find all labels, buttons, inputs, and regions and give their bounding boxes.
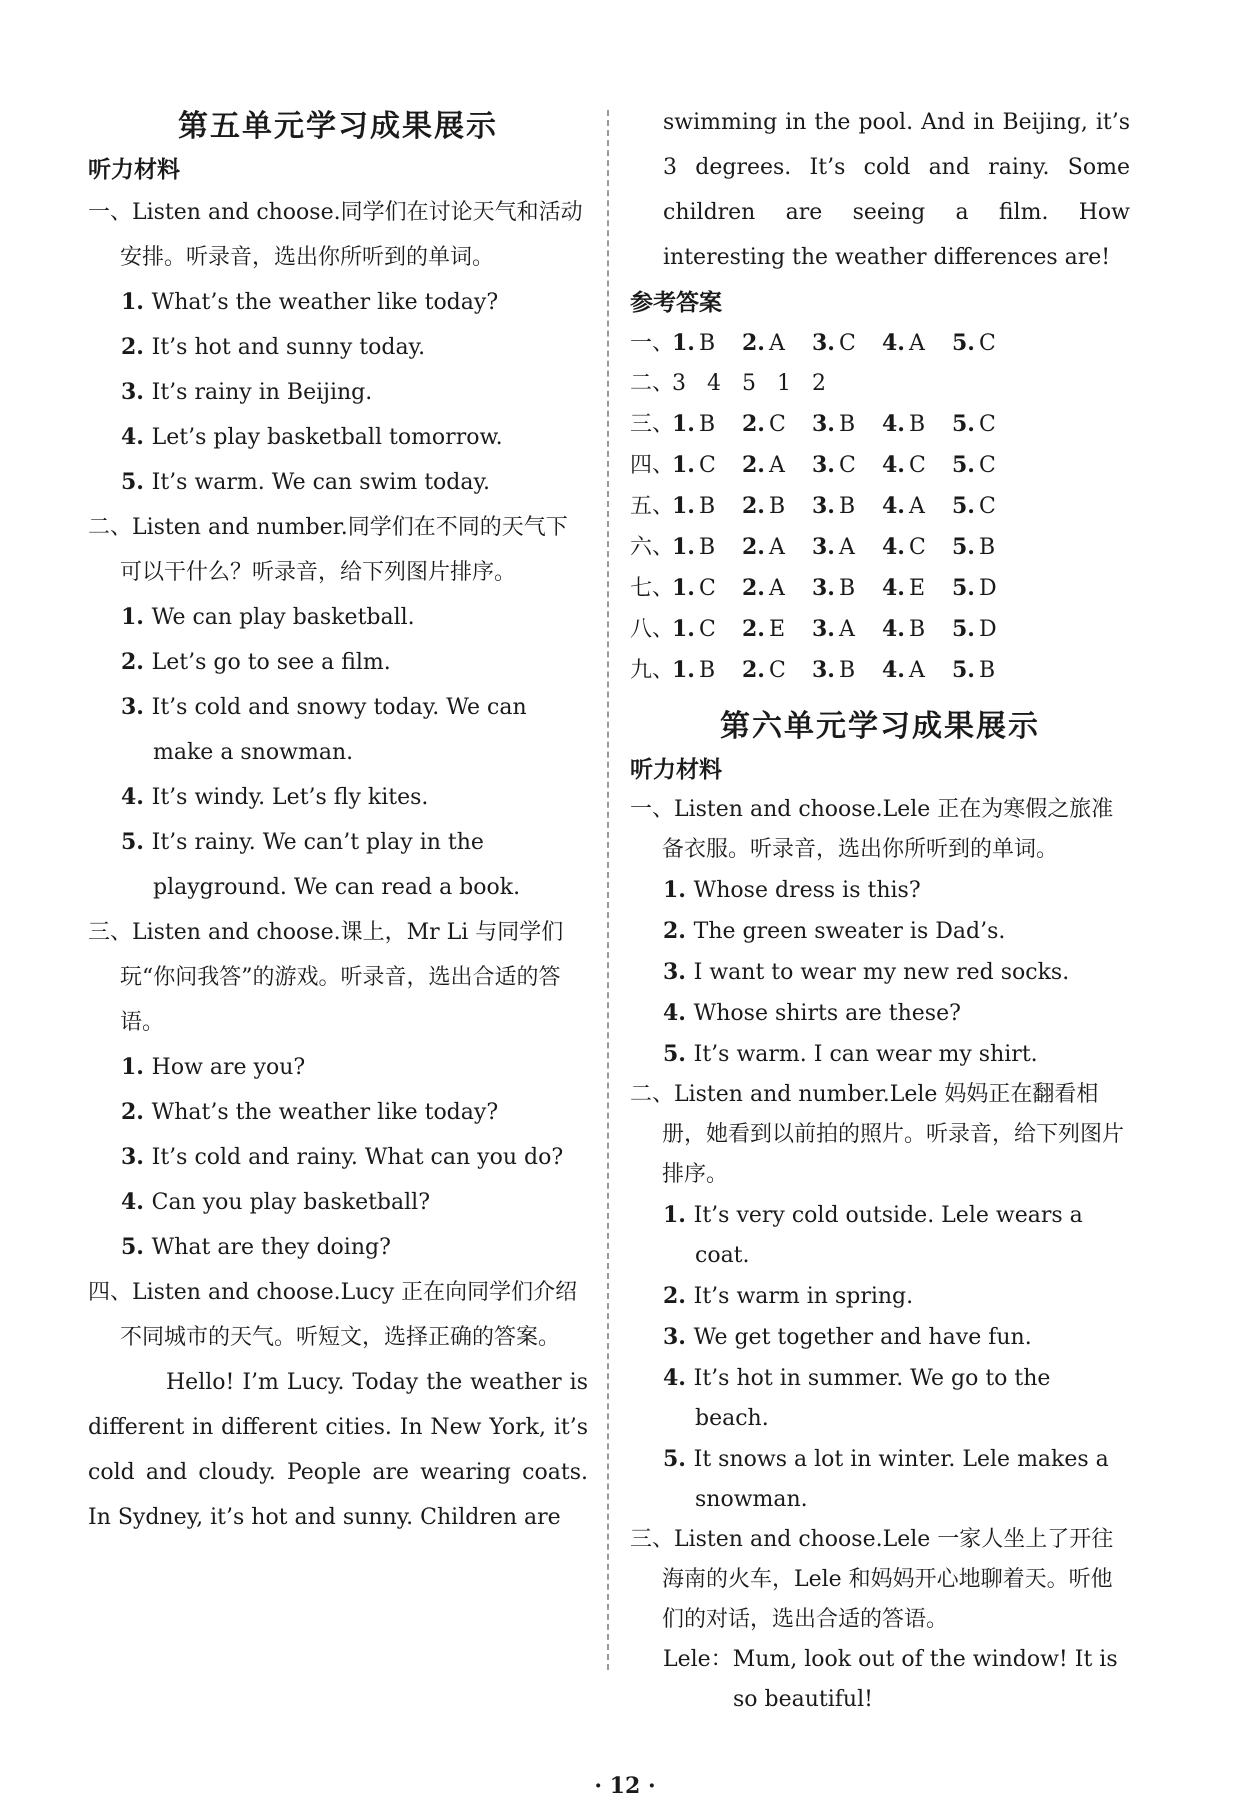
passage-continued: swimming in the pool. And in Beijing, it’s 3 degrees. It’s cold and rainy. Some children are seeing a film. How interesting the weather differences are! — [663, 110, 1130, 270]
answer-cell: 1. B — [672, 534, 716, 560]
list-item: 3. It’s rainy in Beijing. — [121, 379, 373, 405]
answer-cell: 4. E — [882, 575, 926, 601]
answer-cell: 1. C — [672, 452, 716, 478]
answer-prefix: 五、 — [630, 494, 675, 519]
answer-prefix: 二、 — [630, 371, 675, 396]
answer-row — [630, 404, 1130, 445]
answer-cell: 1. B — [672, 330, 716, 356]
question-2 — [630, 1075, 1130, 1520]
list-item: 1. It’s very cold outside. Lele wears a coat. — [663, 1202, 1083, 1268]
answer-row — [630, 486, 1130, 527]
question-lead: 一、Listen and choose.Lele 正在为寒假之旅准备衣服。听录音，选出你所听到的单词。 — [630, 797, 1114, 862]
list-item: 3. It’s cold and snowy today. We can make a snowman. — [121, 694, 527, 765]
list-item: 2. It’s warm in spring. — [663, 1283, 914, 1309]
unit5-title: 第五单元学习成果展示 — [178, 109, 498, 144]
answer-cell: 2. B — [742, 493, 786, 519]
question-3 — [630, 1520, 1130, 1720]
answer-cell: 4. A — [882, 657, 925, 683]
answer-row — [630, 445, 1130, 486]
answer-cell: 1. C — [672, 575, 716, 601]
list-item: 5. It’s warm. We can swim today. — [121, 469, 490, 495]
unit6-title: 第六单元学习成果展示 — [720, 709, 1040, 744]
answer-prefix: 九、 — [630, 658, 675, 683]
answer-cell: 1. B — [672, 493, 716, 519]
answer-cell: 5 — [742, 371, 756, 396]
list-item: 1. Whose dress is this? — [663, 877, 921, 903]
left-column — [88, 95, 588, 1540]
list-item: 4. It’s windy. Let’s fly kites. — [121, 784, 429, 810]
answer-cell: 1. B — [672, 411, 716, 437]
answer-cell: 4. B — [882, 411, 926, 437]
answer-row — [630, 527, 1130, 568]
answer-cell: 1. C — [672, 616, 716, 642]
dialog-line — [630, 1640, 1130, 1720]
list-item: 5. It snows a lot in winter. Lele makes a snowman. — [663, 1446, 1109, 1512]
list-item: 2. The green sweater is Dad’s. — [663, 918, 1006, 944]
answer-cell: 3. B — [812, 575, 856, 601]
answer-row — [630, 568, 1130, 609]
question-lead: 二、Listen and number.Lele 妈妈正在翻看相册，她看到以前拍的照片。听录音，给下列图片排序。 — [630, 1082, 1125, 1187]
answer-cell: 3. A — [812, 534, 855, 560]
question-1 — [630, 790, 1130, 1075]
answers-heading: 参考答案 — [630, 290, 722, 316]
list-item: 5. It’s warm. I can wear my shirt. — [663, 1041, 1038, 1067]
answer-key — [630, 323, 1130, 691]
list-item: 4. Whose shirts are these? — [663, 1000, 961, 1026]
answer-cell: 2. C — [742, 411, 786, 437]
speaker: Lele： — [663, 1647, 733, 1672]
answer-row — [630, 364, 1130, 404]
page-number: · 12 · — [594, 1773, 656, 1799]
passage: Hello! I’m Lucy. Today the weather is different in different cities. In New York, it’s cold and cloudy. People are wearing coats. In Sydney, it’s hot and sunny. Children are — [88, 1370, 588, 1530]
answer-prefix: 四、 — [630, 453, 675, 478]
answer-cell: 3. A — [812, 616, 855, 642]
answer-prefix: 一、 — [630, 331, 675, 356]
answer-cell: 3. C — [812, 452, 856, 478]
answer-cell: 5. B — [952, 657, 996, 683]
list-item: 5. It’s rainy. We can’t play in the playground. We can read a book. — [121, 829, 521, 900]
answer-cell: 1 — [777, 371, 791, 396]
question-2 — [88, 505, 588, 910]
answer-row — [630, 323, 1130, 364]
right-column — [630, 100, 1130, 1720]
answer-cell: 5. B — [952, 534, 996, 560]
list-item: 3. It’s cold and rainy. What can you do? — [121, 1144, 564, 1170]
answer-cell: 3 — [672, 371, 686, 396]
question-4 — [88, 1270, 588, 1540]
answer-prefix: 八、 — [630, 617, 675, 642]
answer-cell: 2. E — [742, 616, 786, 642]
answer-cell: 5. D — [952, 616, 997, 642]
answer-cell: 4. B — [882, 616, 926, 642]
answer-cell: 2 — [812, 371, 826, 396]
list-item: 3. We get together and have fun. — [663, 1324, 1032, 1350]
answer-row — [630, 609, 1130, 650]
list-item: 1. We can play basketball. — [121, 604, 415, 630]
answer-cell: 5. C — [952, 411, 996, 437]
answer-cell: 2. C — [742, 657, 786, 683]
answer-cell: 5. C — [952, 330, 996, 356]
list-item: 5. What are they doing? — [121, 1234, 391, 1260]
answer-cell: 5. C — [952, 493, 996, 519]
answer-cell: 5. D — [952, 575, 997, 601]
question-lead: 三、Listen and choose.课上，Mr Li 与同学们玩“你问我答”的游戏。听录音，选出合适的答语。 — [88, 920, 564, 1035]
answer-prefix: 六、 — [630, 535, 675, 560]
list-item: 2. What’s the weather like today? — [121, 1099, 499, 1125]
answer-row — [630, 650, 1130, 691]
answer-cell: 4. A — [882, 493, 925, 519]
listening-heading: 听力材料 — [88, 157, 180, 183]
answer-cell: 4. C — [882, 452, 926, 478]
answer-cell: 2. A — [742, 575, 785, 601]
answer-cell: 3. B — [812, 657, 856, 683]
answer-cell: 1. B — [672, 657, 716, 683]
answer-cell: 4 — [707, 371, 721, 396]
column-divider — [607, 110, 609, 1670]
answer-cell: 3. B — [812, 493, 856, 519]
list-item: 2. It’s hot and sunny today. — [121, 334, 426, 360]
list-item: 1. What’s the weather like today? — [121, 289, 499, 315]
utterance: Mum, look out of the window! It is so beautiful! — [732, 1647, 1118, 1712]
list-item: 3. I want to wear my new red socks. — [663, 959, 1070, 985]
list-item: 1. How are you? — [121, 1054, 306, 1080]
list-item: 2. Let’s go to see a film. — [121, 649, 391, 675]
list-item: 4. It’s hot in summer. We go to the beach. — [663, 1365, 1051, 1431]
answer-cell: 2. A — [742, 534, 785, 560]
question-lead: 三、Listen and choose.Lele 一家人坐上了开往海南的火车，Lele 和妈妈开心地聊着天。听他们的对话，选出合适的答语。 — [630, 1527, 1114, 1632]
answer-cell: 4. A — [882, 330, 925, 356]
question-lead: 四、Listen and choose.Lucy 正在向同学们介绍不同城市的天气。听短文，选择正确的答案。 — [88, 1280, 578, 1350]
question-3 — [88, 910, 588, 1270]
answer-cell: 3. C — [812, 330, 856, 356]
list-item: 4. Can you play basketball? — [121, 1189, 430, 1215]
question-lead: 一、Listen and choose.同学们在讨论天气和活动安排。听录音，选出你所听到的单词。 — [88, 200, 583, 270]
answer-cell: 2. A — [742, 330, 785, 356]
answer-cell: 3. B — [812, 411, 856, 437]
answer-prefix: 三、 — [630, 412, 675, 437]
question-1 — [88, 190, 588, 505]
answer-cell: 4. C — [882, 534, 926, 560]
listening-heading: 听力材料 — [630, 757, 722, 783]
answer-prefix: 七、 — [630, 576, 675, 601]
question-lead: 二、Listen and number.同学们在不同的天气下可以干什么？听录音，给下列图片排序。 — [88, 515, 568, 585]
list-item: 4. Let’s play basketball tomorrow. — [121, 424, 503, 450]
answer-cell: 2. A — [742, 452, 785, 478]
answer-cell: 5. C — [952, 452, 996, 478]
